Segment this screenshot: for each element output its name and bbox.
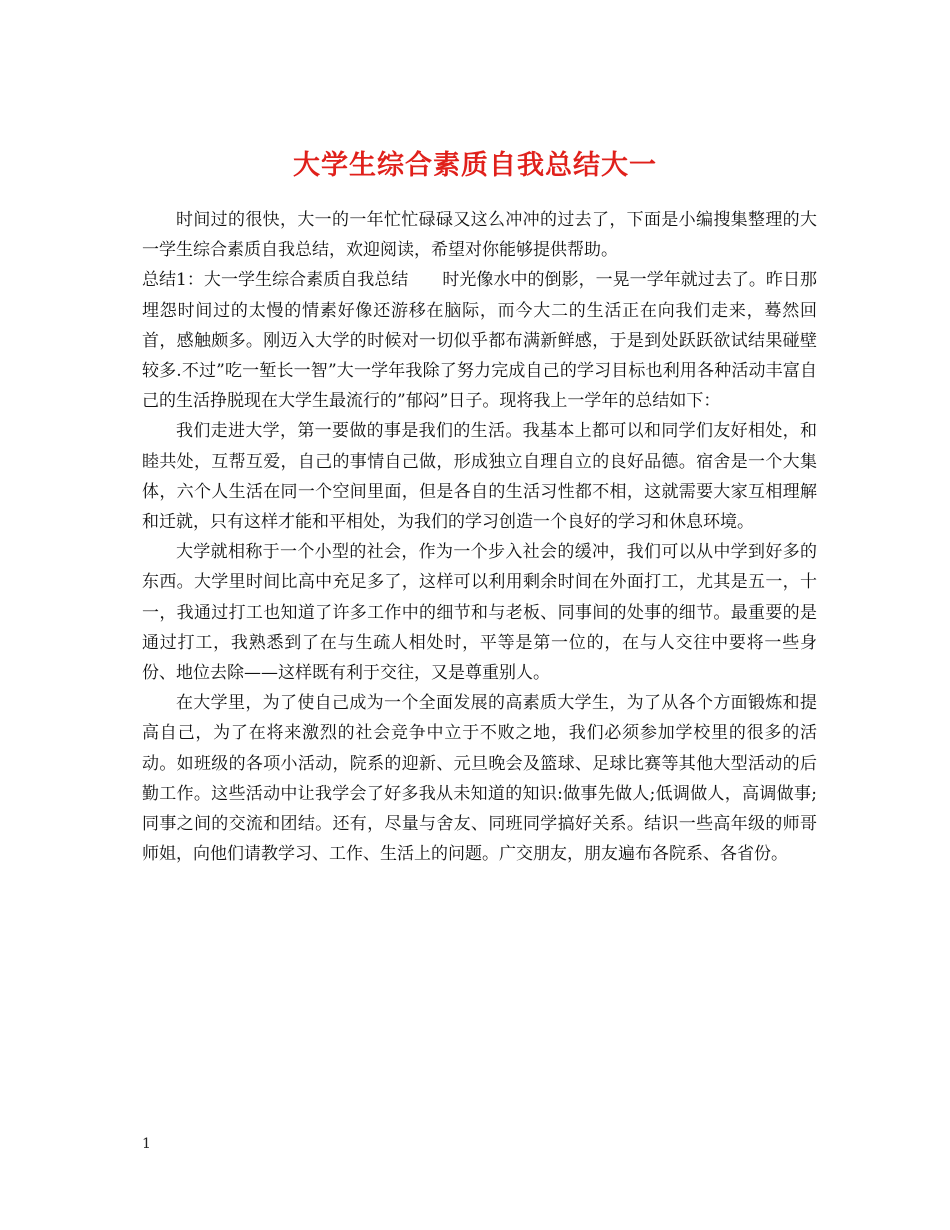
page-number: 1	[142, 1136, 151, 1152]
society-paragraph: 大学就相称于一个小型的社会，作为一个步入社会的缓冲，我们可以从中学到好多的东西。大学里时间比高中充足多了，这样可以利用剩余时间在外面打工，尤其是五一，十一，我通过打工也知道了许多工作中的细节和与老板、同事间的处事的细节。最重要的是通过打工，我熟悉到了在与生疏人相处时，平等是第一位的，在与人交往中要将一些身份、地位去除——这样既有利于交往，又是尊重别人。	[142, 542, 817, 684]
document-title: 大学生综合素质自我总结大一	[293, 150, 657, 182]
intro-paragraph: 时间过的很快，大一的一年忙忙碌碌又这么冲冲的过去了，下面是小编搜集整理的大一学生综合素质自我总结，欢迎阅读，希望对你能够提供帮助。	[142, 210, 817, 261]
life-paragraph: 我们走进大学，第一要做的事是我们的生活。我基本上都可以和同学们友好相处，和睦共处，互帮互爱，自己的事情自己做，形成独立自理自立的良好品德。宿舍是一个大集体，六个人生活在同一个空间里面，但是各自的生活习性都不相，这就需要大家互相理解和迁就，只有这样才能和平相处，为我们的学习创造一个良好的学习和休息环境。	[142, 421, 817, 533]
document-body	[142, 205, 817, 869]
activities-paragraph: 在大学里，为了使自己成为一个全面发展的高素质大学生，为了从各个方面锻炼和提高自己，为了在将来激烈的社会竞争中立于不败之地，我们必须参加学校里的很多的活动。如班级的各项小活动，院系的迎新、元旦晚会及篮球、足球比赛等其他大型活动的后勤工作。这些活动中让我学会了好多我从未知道的知识:做事先做人;低调做人，高调做事;同事之间的交流和团结。还有，尽量与舍友、同班同学搞好关系。结识一些高年级的师哥师姐，向他们请教学习、工作、生活上的问题。广交朋友，朋友遍布各院系、各省份。	[142, 693, 817, 865]
summary-paragraph: 总结1：大一学生综合素质自我总结 时光像水中的倒影，一晃一学年就过去了。昨日那埋怨时间过的太慢的情素好像还游移在脑际，而今大二的生活正在向我们走来，蓦然回首，感触颇多。刚迈入大学的时候对一切似乎都布满新鲜感，于是到处跃跃欲试结果碰壁较多.不过”吃一堑长一智”大一学年我除了努力完成自己的学习目标也利用各种活动丰富自己的生活挣脱现在大学生最流行的”郁闷”日子。现将我上一学年的总结如下：	[142, 270, 817, 412]
